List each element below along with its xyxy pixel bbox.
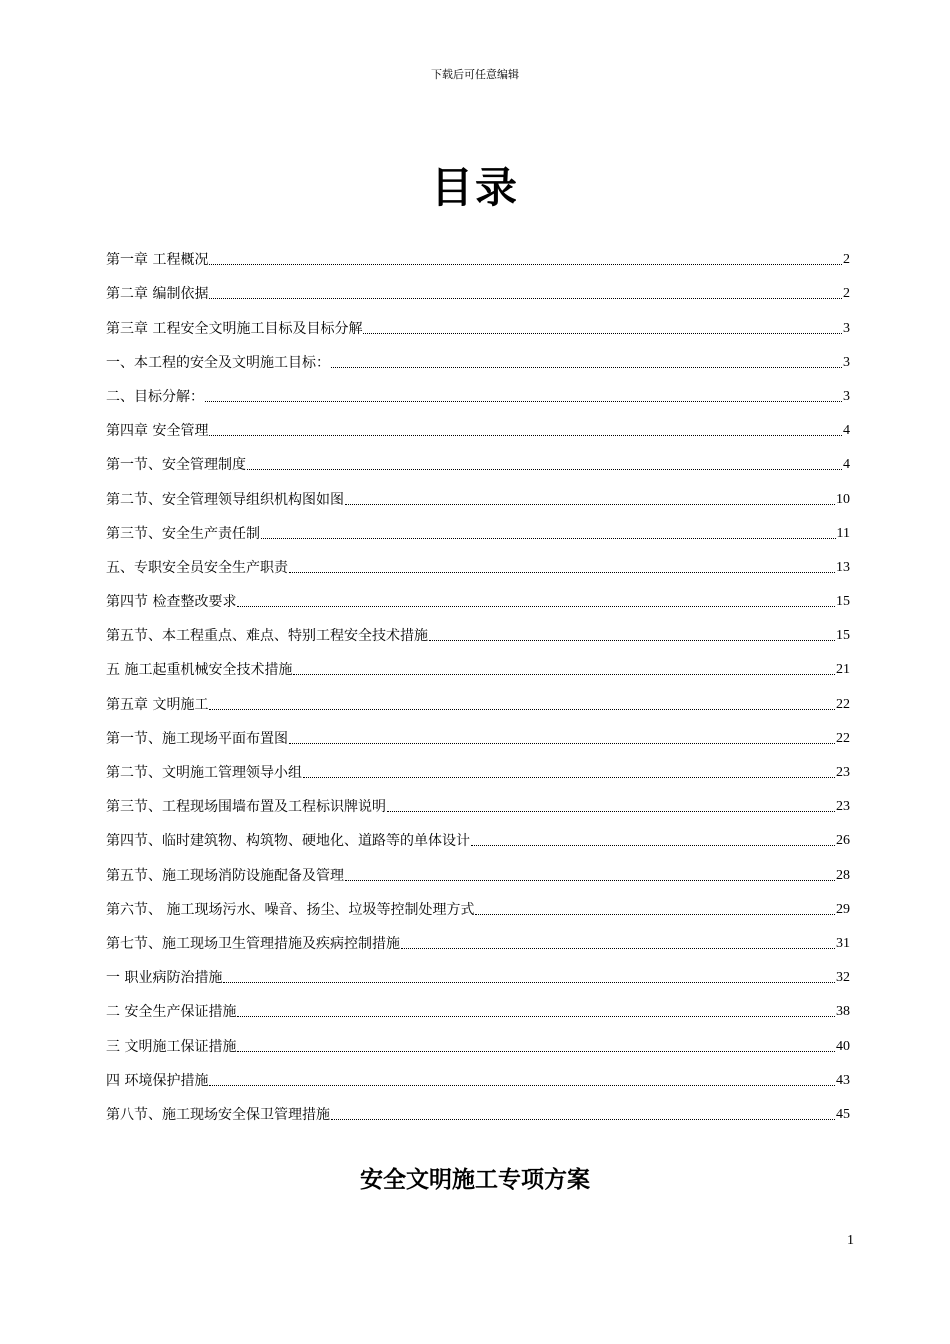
toc-entry[interactable]: [106, 749, 850, 783]
toc-dot-leader: [331, 1119, 835, 1120]
toc-entry-label: 三 文明施工保证措施: [106, 1038, 237, 1055]
toc-entry-page: 4: [843, 423, 850, 439]
toc-entry[interactable]: [106, 646, 850, 680]
toc-entry-page: 21: [836, 662, 850, 678]
toc-entry-label: 第三章 工程安全文明施工目标及目标分解: [106, 320, 363, 337]
page-number: 1: [847, 1233, 854, 1248]
toc-entry[interactable]: [106, 441, 850, 475]
toc-entry[interactable]: [106, 339, 850, 373]
toc-entry-label: 第八节、施工现场安全保卫管理措施: [106, 1106, 330, 1123]
toc-entry-page: 22: [836, 696, 850, 712]
toc-dot-leader: [209, 264, 842, 265]
toc-entry-page: 28: [836, 867, 850, 883]
toc-entry[interactable]: [106, 1091, 850, 1125]
toc-dot-leader: [387, 811, 835, 812]
toc-entry-label: 第四节、临时建筑物、构筑物、硬地化、道路等的单体设计: [106, 833, 470, 850]
toc-entry[interactable]: [106, 920, 850, 954]
toc-dot-leader: [289, 572, 835, 573]
toc-entry-page: 32: [836, 970, 850, 986]
toc-entry-label: 第三节、安全生产责任制: [106, 525, 260, 542]
toc-entry[interactable]: [106, 544, 850, 578]
toc-entry[interactable]: [106, 236, 850, 270]
toc-entry-page: 26: [836, 833, 850, 849]
toc-dot-leader: [261, 538, 836, 539]
toc-entry-page: 4: [843, 457, 850, 473]
toc-entry-page: 2: [843, 286, 850, 302]
toc-entry[interactable]: [106, 817, 850, 851]
toc-entry[interactable]: [106, 612, 850, 646]
toc-dot-leader: [401, 948, 835, 949]
toc-entry[interactable]: [106, 715, 850, 749]
toc-entry-label: 第二节、安全管理领导组织机构图如图: [106, 491, 344, 508]
toc-entry[interactable]: [106, 510, 850, 544]
toc-entry-label: 第四章 安全管理: [106, 423, 209, 440]
toc-dot-leader: [237, 1051, 835, 1052]
toc-dot-leader: [209, 1085, 835, 1086]
toc-entry[interactable]: [106, 373, 850, 407]
toc-entry-label: 第四节 检查整改要求: [106, 594, 237, 611]
toc-entry-label: 第五章 文明施工: [106, 696, 209, 713]
toc-entry-page: 45: [836, 1106, 850, 1122]
toc-entry-page: 15: [836, 594, 850, 610]
toc-dot-leader: [289, 743, 835, 744]
toc-entry-page: 2: [843, 252, 850, 268]
toc-entry-label: 五、专职安全员安全生产职责: [106, 559, 288, 576]
toc-entry-label: 第一节、安全管理制度: [106, 457, 246, 474]
toc-entry[interactable]: [106, 680, 850, 714]
toc-entry-label: 二 安全生产保证措施: [106, 1004, 237, 1021]
toc-entry[interactable]: [106, 851, 850, 885]
toc-dot-leader: [331, 367, 842, 368]
toc-dot-leader: [345, 880, 835, 881]
toc-entry-label: 第七节、施工现场卫生管理措施及疾病控制措施: [106, 935, 400, 952]
toc-entry[interactable]: [106, 578, 850, 612]
toc-entry[interactable]: [106, 988, 850, 1022]
toc-title: 目录: [430, 163, 519, 212]
toc-entry[interactable]: [106, 1022, 850, 1056]
toc-entry-page: 40: [836, 1038, 850, 1054]
toc-entry-label: 第五节、施工现场消防设施配备及管理: [106, 867, 344, 884]
toc-entry[interactable]: [106, 407, 850, 441]
toc-entry-label: 第五节、本工程重点、难点、特别工程安全技术措施: [106, 628, 428, 645]
toc-entry-page: 11: [836, 525, 850, 541]
toc-entry[interactable]: [106, 783, 850, 817]
toc-dot-leader: [293, 674, 835, 675]
toc-dot-leader: [475, 914, 835, 915]
toc-entry-page: 3: [843, 354, 850, 370]
toc-entry-label: 一、本工程的安全及文明施工目标：: [106, 354, 330, 371]
toc-entry-label: 二、目标分解：: [106, 388, 204, 405]
toc-entry-page: 23: [836, 799, 850, 815]
toc-entry-page: 10: [836, 491, 850, 507]
toc-entry-label: 第三节、工程现场围墙布置及工程标识牌说明: [106, 799, 386, 816]
toc-entry-page: 29: [836, 901, 850, 917]
toc-entry-page: 22: [836, 730, 850, 746]
toc-dot-leader: [237, 1016, 835, 1017]
toc-dot-leader: [363, 333, 842, 334]
toc-entry-page: 3: [843, 388, 850, 404]
header-note: 下载后可任意编辑: [431, 68, 519, 81]
toc-dot-leader: [303, 777, 835, 778]
toc-entry-page: 31: [836, 935, 850, 951]
toc-dot-leader: [471, 845, 835, 846]
toc-dot-leader: [209, 709, 835, 710]
toc-entry[interactable]: [106, 304, 850, 338]
toc-entry-label: 五 施工起重机械安全技术措施: [106, 662, 293, 679]
toc-dot-leader: [247, 469, 842, 470]
toc-entry[interactable]: [106, 270, 850, 304]
toc-entry-label: 第六节、 施工现场污水、噪音、扬尘、垃圾等控制处理方式: [106, 901, 475, 918]
toc-dot-leader: [205, 401, 842, 402]
toc-entry-label: 第二节、文明施工管理领导小组: [106, 765, 302, 781]
table-of-contents: [106, 236, 850, 1125]
toc-entry-page: 43: [836, 1072, 850, 1088]
toc-entry[interactable]: [106, 475, 850, 509]
toc-entry-page: 38: [836, 1004, 850, 1020]
toc-entry-label: 第二章 编制依据: [106, 286, 209, 303]
toc-entry-page: 23: [836, 765, 850, 780]
toc-entry-label: 一 职业病防治措施: [106, 970, 223, 987]
toc-entry-page: 15: [836, 628, 850, 644]
toc-entry[interactable]: [106, 954, 850, 988]
toc-dot-leader: [209, 298, 842, 299]
document-title: 安全文明施工专项方案: [360, 1166, 590, 1193]
toc-entry-label: 四 环境保护措施: [106, 1072, 209, 1089]
toc-dot-leader: [223, 982, 835, 983]
toc-entry-page: 13: [836, 559, 850, 575]
toc-entry-page: 3: [843, 320, 850, 336]
toc-entry[interactable]: [106, 886, 850, 920]
toc-dot-leader: [209, 435, 842, 436]
toc-entry-label: 第一章 工程概况: [106, 252, 209, 269]
toc-dot-leader: [345, 504, 835, 505]
toc-entry[interactable]: [106, 1057, 850, 1091]
toc-entry-label: 第一节、施工现场平面布置图: [106, 730, 288, 747]
toc-dot-leader: [429, 640, 835, 641]
toc-dot-leader: [237, 606, 835, 607]
